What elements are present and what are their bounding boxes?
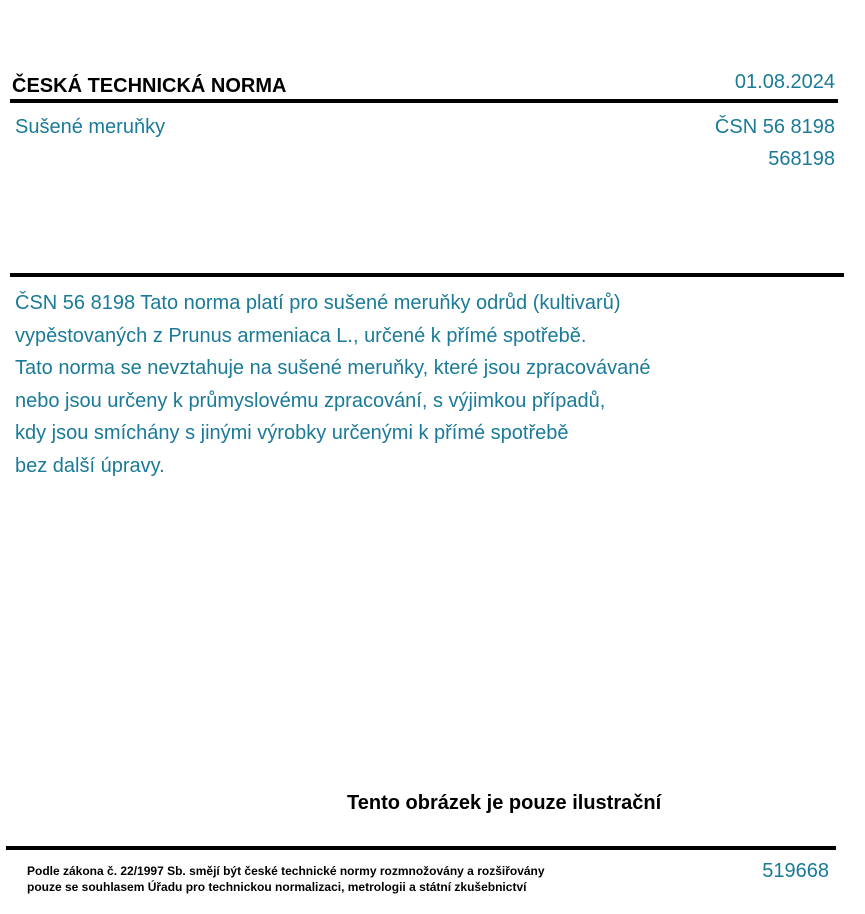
- legal-notice: [27, 863, 545, 895]
- abstract-line: ČSN 56 8198 Tato norma platí pro sušené meruňky odrůd (kultivarů): [15, 292, 621, 314]
- abstract-line: bez další úpravy.: [15, 454, 165, 477]
- abstract-line: vypěstovaných z Prunus armeniaca L., určené k přímé spotřebě.: [15, 324, 587, 347]
- standard-code: ČSN 56 8198: [714, 116, 835, 138]
- illustrative-notice: Tento obrázek je pouze ilustrační: [347, 792, 662, 814]
- legal-line: pouze se souhlasem Úřadu pro technickou normalizaci, metrologii a státní zkušebnictví: [27, 880, 527, 894]
- document-number: 519668: [762, 860, 829, 882]
- classification-number: 568198: [768, 148, 835, 170]
- section-divider: [10, 273, 844, 277]
- footer-divider: [6, 846, 836, 850]
- abstract-line: kdy jsou smíchány s jinými výrobky určenými k přímé spotřebě: [15, 422, 569, 444]
- publication-date: 01.08.2024: [734, 71, 835, 93]
- standard-subject: Sušené meruňky: [15, 116, 166, 138]
- legal-line: Podle zákona č. 22/1997 Sb. smějí být české technické normy rozmnožovány a rozšiřovány: [27, 864, 545, 878]
- header-divider: [10, 99, 838, 103]
- abstract-text: [15, 287, 775, 482]
- abstract-line: nebo jsou určeny k průmyslovému zpracování, s výjimkou případů,: [15, 389, 606, 412]
- document-title: ČESKÁ TECHNICKÁ NORMA: [12, 75, 287, 97]
- abstract-line: Tato norma se nevztahuje na sušené meruňky, které jsou zpracovávané: [15, 357, 651, 379]
